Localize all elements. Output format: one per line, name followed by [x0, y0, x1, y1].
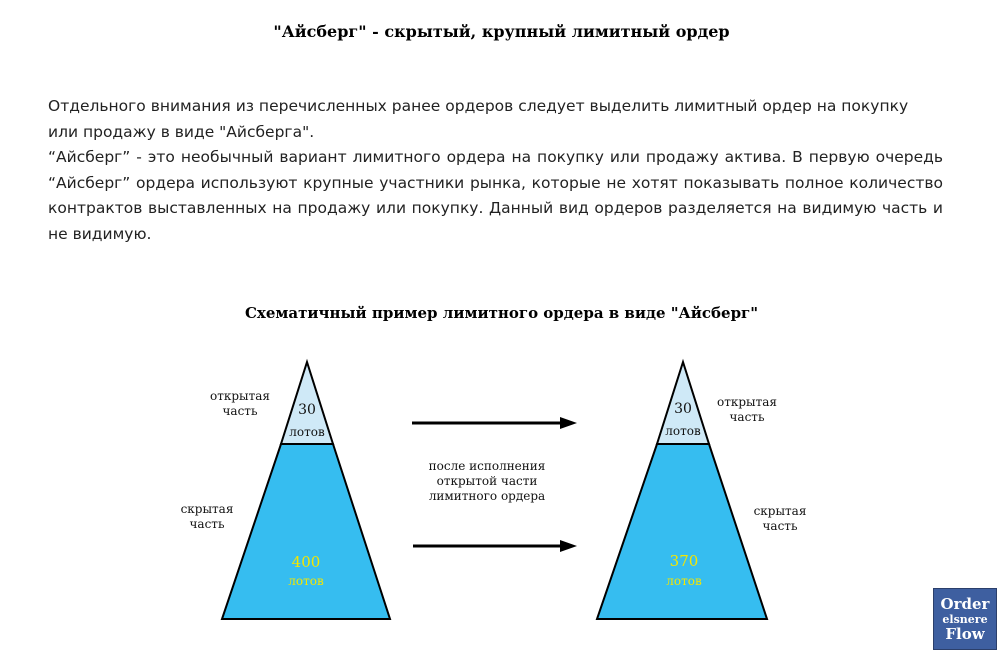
article-paragraph: “Айсберг” - это необычный вариант лимитного ордера на покупку или продажу актива. В первую очередь “Айсберг” ордера используют крупные участники рынка, которые не хотят показывать полное количество контрактов выставленных на продажу или покупку. Данный вид ордеров разделяется на видимую часть и не видимую. [48, 148, 943, 243]
logo-line: Flow [945, 624, 985, 643]
label-line: часть [762, 519, 798, 533]
label-line: часть [729, 410, 765, 424]
left-hidden-unit: лотов [288, 574, 324, 588]
right-visible-count: 30 [674, 401, 692, 417]
label-line: открытая [210, 389, 270, 403]
left-visible-count [272, 400, 342, 420]
caption-line: после исполнения [428, 459, 546, 473]
right-hidden-part [597, 444, 767, 619]
logo-line: elsnere [942, 612, 988, 626]
caption-line: открытой части [436, 474, 538, 488]
left-hidden-count: 400 [291, 553, 321, 571]
right-hidden-part-label [745, 504, 815, 534]
left-visible-unit: лотов [289, 425, 325, 439]
label-line: часть [222, 404, 258, 418]
caption-line: лимитного ордера [428, 489, 546, 503]
diagram-title: Схематичный пример лимитного ордера в виде "Айсберг" [244, 304, 759, 322]
page-title: "Айсберг" - скрытый, крупный лимитный ордер [273, 22, 730, 41]
right-hidden-count: 370 [669, 552, 699, 570]
arrow-icon [412, 417, 577, 429]
left-hidden-part [222, 444, 390, 619]
left-open-part-label [205, 389, 275, 419]
middle-caption [402, 459, 572, 504]
article-paragraph: Отдельного внимания из перечисленных ранее ордеров следует выделить лимитный ордер на покупку или продажу в виде "Айсберга". [48, 97, 909, 141]
label-line: скрытая [753, 504, 807, 518]
label-line: открытая [717, 395, 777, 409]
label-line: часть [189, 517, 225, 531]
right-visible-unit: лотов [665, 424, 701, 438]
right-hidden-unit: лотов [666, 574, 702, 588]
left-hidden-part-label [172, 502, 242, 532]
arrow-icon [413, 540, 577, 552]
count-value: 30 [298, 402, 316, 418]
logo [933, 588, 997, 650]
right-open-part-label [712, 395, 782, 425]
logo-line: Order [940, 594, 990, 613]
label-line: скрытая [180, 502, 234, 516]
